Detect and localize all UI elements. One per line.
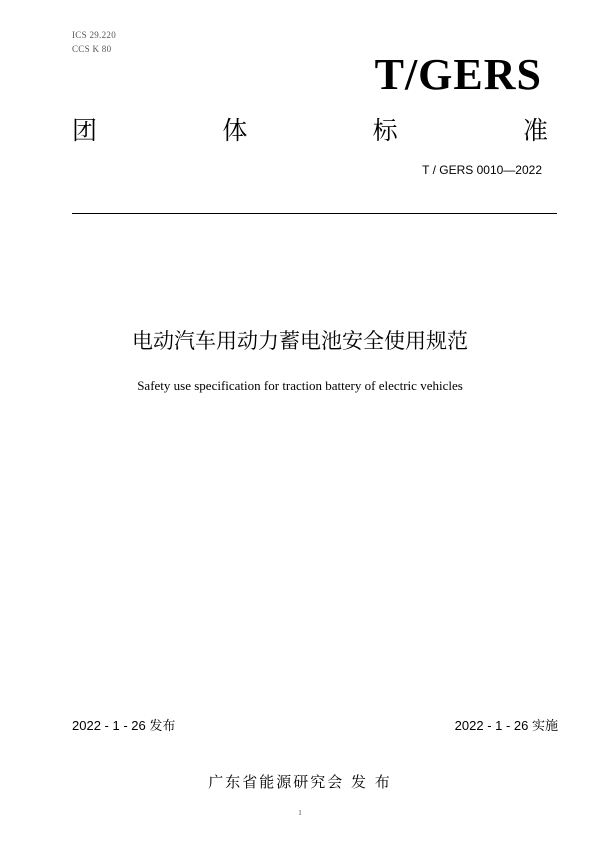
standard-type-char: 体: [222, 116, 248, 145]
standard-type-char: 团: [72, 116, 98, 145]
standard-type-heading: [72, 115, 548, 147]
publication-date: 2022 - 1 - 26 发布: [72, 718, 176, 733]
document-title-chinese: 电动汽车用动力蓄电池安全使用规范: [132, 329, 468, 353]
ccs-code: CCS K 80: [72, 44, 112, 54]
organization-code: T/GERS: [374, 50, 542, 99]
header-divider: [72, 213, 557, 214]
document-title-english: Safety use specification for traction battery of electric vehicles: [137, 378, 463, 393]
implementation-date: 2022 - 1 - 26 实施: [454, 718, 558, 733]
standard-type-char: 准: [522, 116, 548, 145]
ics-code: ICS 29.220: [72, 30, 117, 40]
standard-type-char: 标: [372, 116, 398, 145]
issuing-organization: 广东省能源研究会 发 布: [208, 773, 392, 791]
standard-number: T / GERS 0010—2022: [422, 163, 542, 177]
page-number: 1: [298, 809, 302, 817]
